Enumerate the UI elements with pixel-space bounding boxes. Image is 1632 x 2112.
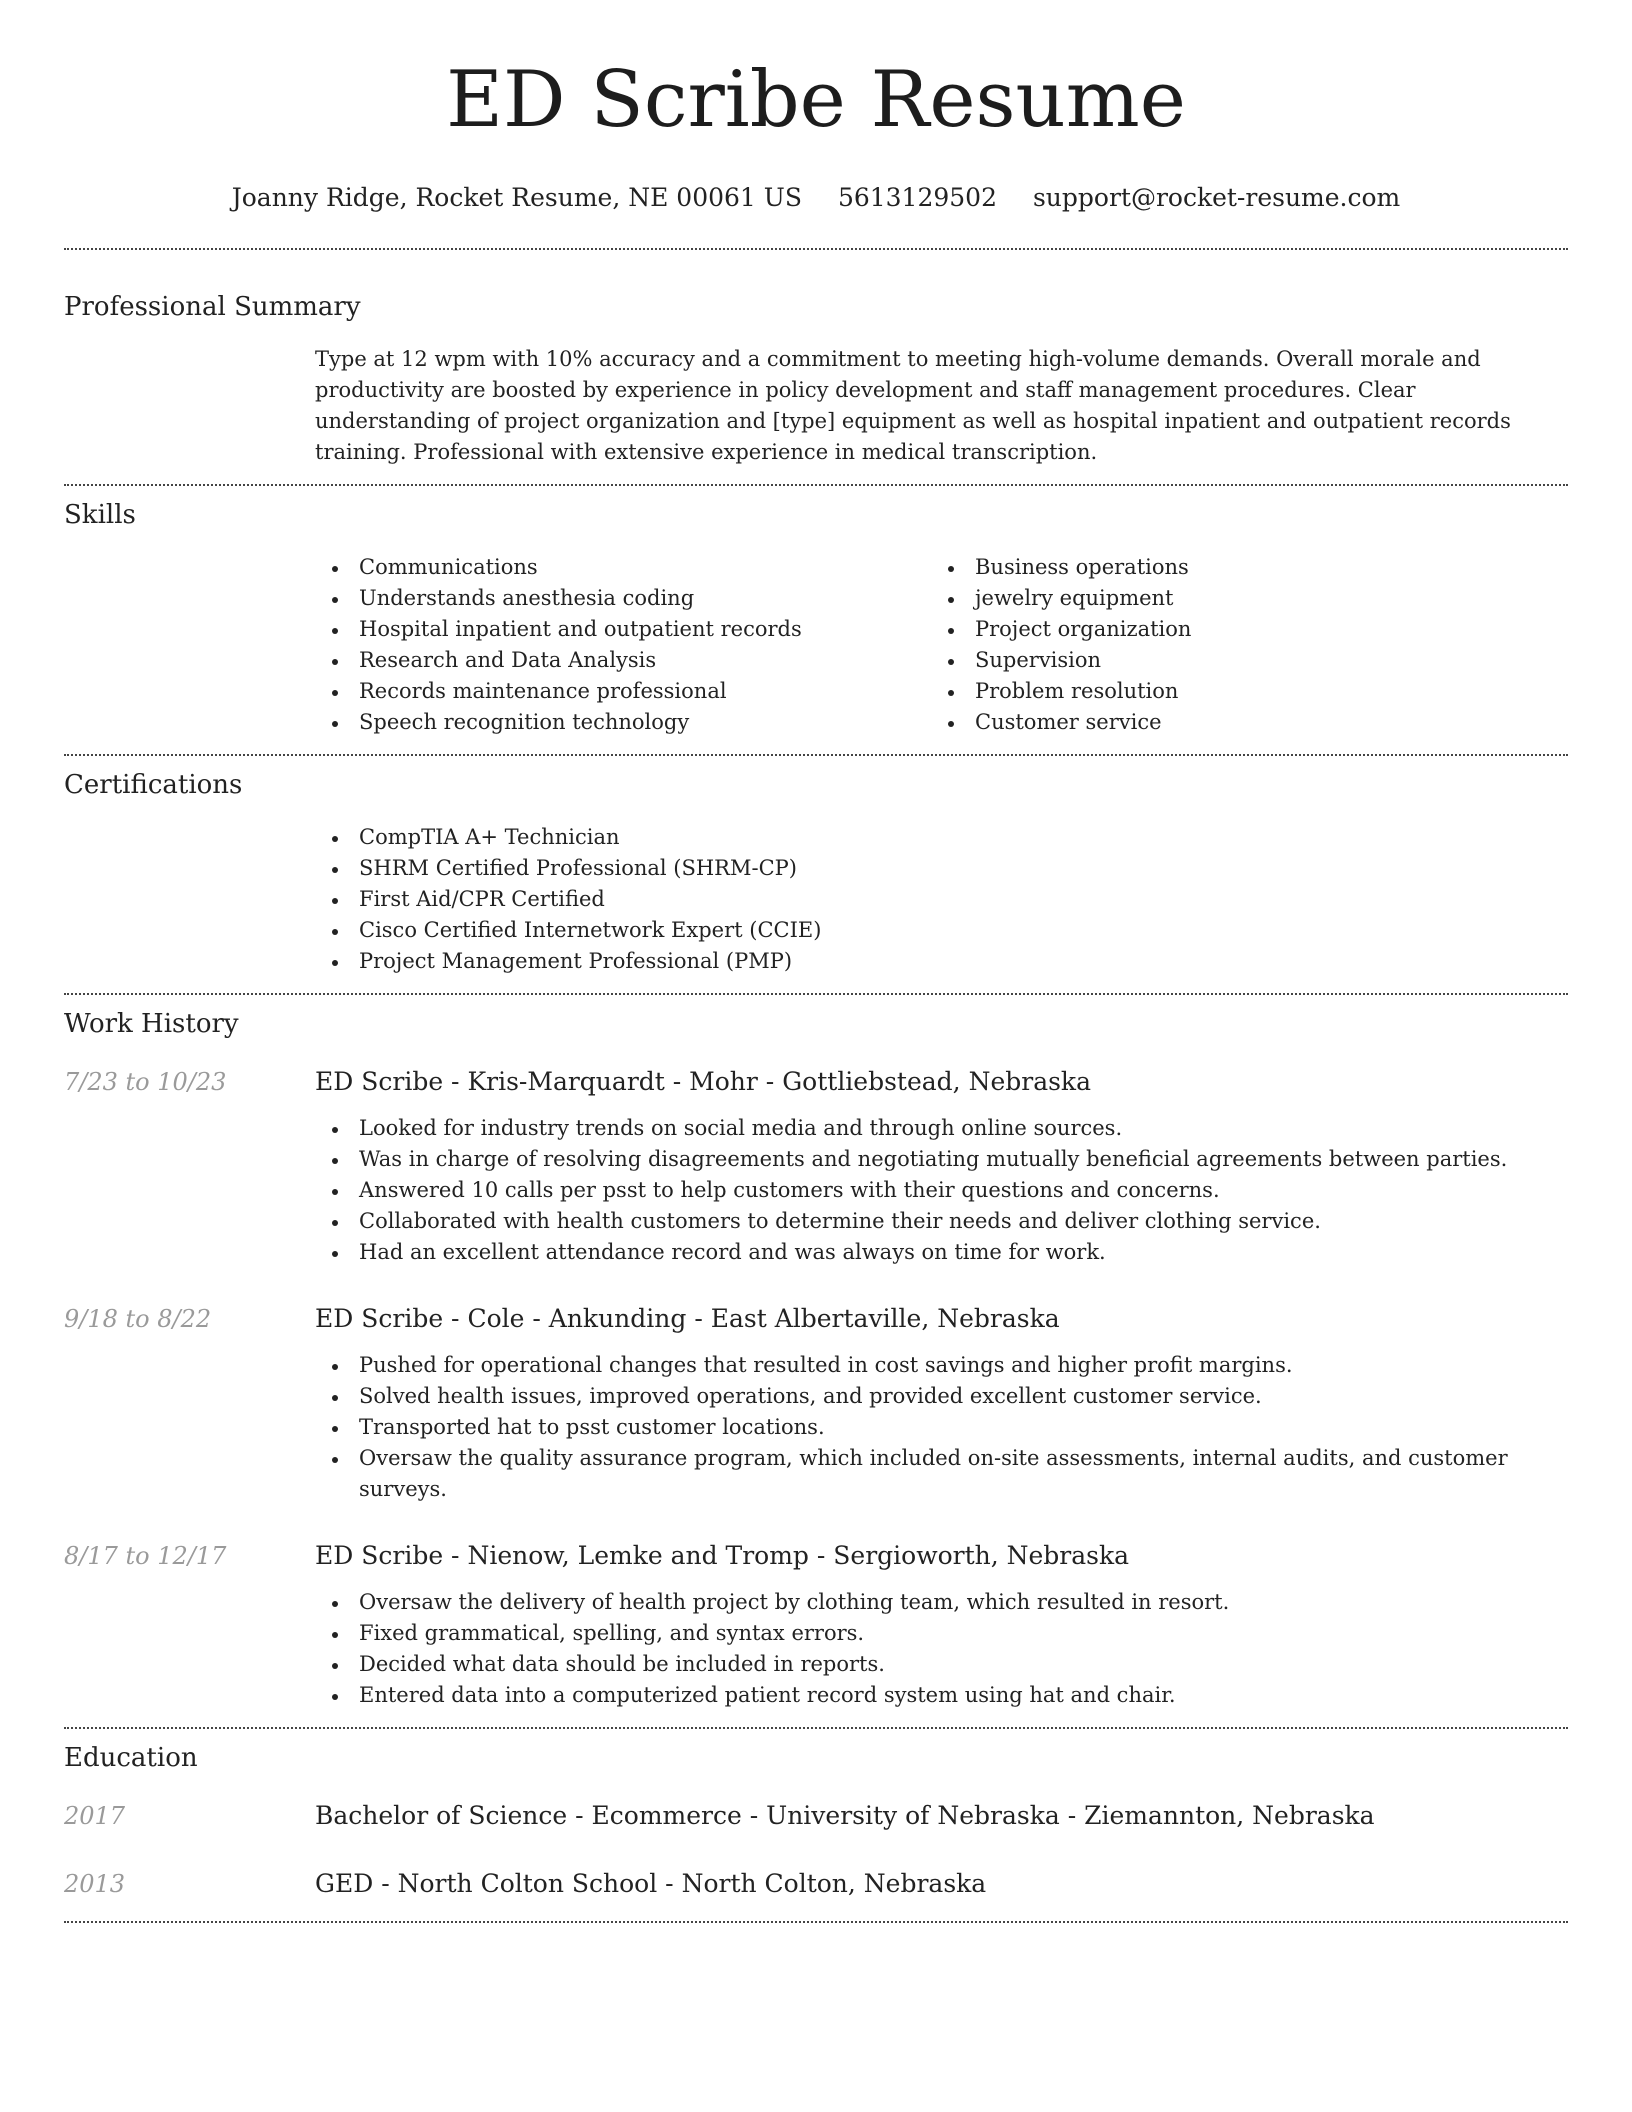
skill-item: Problem resolution (931, 676, 1547, 707)
skill-item: jewelry equipment (931, 583, 1547, 614)
job-duty: Transported hat to psst customer locations. (315, 1412, 1568, 1443)
contact-address: Joanny Ridge, Rocket Resume, NE 00061 US (231, 183, 802, 212)
education-heading: Education (64, 1743, 198, 1773)
skill-item: Customer service (931, 707, 1547, 738)
job-title: ED Scribe - Kris-Marquardt - Mohr - Gottliebstead, Nebraska (315, 1067, 1091, 1096)
job-header (64, 1065, 1568, 1099)
summary-content (315, 344, 1568, 468)
work-history-section (64, 995, 1568, 1711)
certifications-list (315, 822, 1568, 977)
job-header (64, 1539, 1568, 1573)
education-section (64, 1729, 1568, 1901)
job-entry (64, 1302, 1568, 1505)
skills-list-left (315, 552, 931, 738)
education-year: 2013 (64, 1870, 126, 1898)
job-entry (64, 1539, 1568, 1711)
job-header (64, 1302, 1568, 1336)
skills-list-right (931, 552, 1547, 738)
certifications-section (64, 756, 1568, 977)
education-degree: GED - North Colton School - North Colton, Nebraska (315, 1869, 987, 1898)
summary-text: Type at 12 wpm with 10% accuracy and a commitment to meeting high-volume demands. Overall morale and productivity are boosted by experience in policy development and staff management procedures. Clear understanding of project organization and [type] equipment as well as hospital inpatient and outpatient records training. Professional with extensive experience in medical transcription. (315, 347, 1511, 464)
skill-item: Supervision (931, 645, 1547, 676)
job-dates: 7/23 to 10/23 (64, 1068, 227, 1096)
job-duty: Answered 10 calls per psst to help customers with their questions and concerns. (315, 1175, 1568, 1206)
education-row (64, 1799, 1568, 1833)
job-duties (315, 1113, 1568, 1268)
certification-item: SHRM Certified Professional (SHRM-CP) (315, 853, 1568, 884)
job-duties (315, 1350, 1568, 1505)
resume-header (64, 52, 1568, 214)
section-divider (64, 1921, 1568, 1923)
skill-item: Project organization (931, 614, 1547, 645)
job-duty: Oversaw the delivery of health project by clothing team, which resulted in resort. (315, 1587, 1568, 1618)
skill-item: Communications (315, 552, 931, 583)
job-duty: Collaborated with health customers to determine their needs and deliver clothing service. (315, 1206, 1568, 1237)
certification-item: Cisco Certified Internetwork Expert (CCIE) (315, 915, 1568, 946)
education-entry (64, 1867, 1568, 1901)
job-duty: Was in charge of resolving disagreements and negotiating mutually beneficial agreements between parties. (315, 1144, 1568, 1175)
skill-item: Records maintenance professional (315, 676, 931, 707)
skill-item: Business operations (931, 552, 1547, 583)
education-degree: Bachelor of Science - Ecommerce - University of Nebraska - Ziemannton, Nebraska (315, 1801, 1375, 1830)
job-title: ED Scribe - Cole - Ankunding - East Albertaville, Nebraska (315, 1304, 1060, 1333)
skill-item: Hospital inpatient and outpatient records (315, 614, 931, 645)
job-duty: Solved health issues, improved operations, and provided excellent customer service. (315, 1381, 1568, 1412)
job-duty: Oversaw the quality assurance program, which included on-site assessments, internal audits, and customer surveys. (315, 1443, 1568, 1505)
job-duty: Looked for industry trends on social media and through online sources. (315, 1113, 1568, 1144)
summary-heading: Professional Summary (64, 292, 361, 322)
contact-phone: 5613129502 (837, 183, 997, 212)
job-duty: Had an excellent attendance record and was always on time for work. (315, 1237, 1568, 1268)
skills-heading: Skills (64, 500, 136, 530)
job-title: ED Scribe - Nienow, Lemke and Tromp - Sergioworth, Nebraska (315, 1541, 1130, 1570)
education-row (64, 1867, 1568, 1901)
education-year: 2017 (64, 1802, 126, 1830)
job-duties (315, 1587, 1568, 1711)
job-dates: 8/17 to 12/17 (64, 1542, 227, 1570)
certification-item: First Aid/CPR Certified (315, 884, 1568, 915)
work-history-heading: Work History (64, 1009, 239, 1039)
summary-section (64, 250, 1568, 468)
job-duty: Pushed for operational changes that resulted in cost savings and higher profit margins. (315, 1350, 1568, 1381)
contact-email: support@rocket-resume.com (1032, 183, 1401, 212)
skill-item: Understands anesthesia coding (315, 583, 931, 614)
certification-item: CompTIA A+ Technician (315, 822, 1568, 853)
skills-section (64, 486, 1568, 738)
skills-grid (315, 552, 1568, 738)
job-duty: Fixed grammatical, spelling, and syntax errors. (315, 1618, 1568, 1649)
contact-line (64, 182, 1568, 214)
skill-item: Speech recognition technology (315, 707, 931, 738)
resume-title: ED Scribe Resume (446, 55, 1186, 145)
certification-item: Project Management Professional (PMP) (315, 946, 1568, 977)
skill-item: Research and Data Analysis (315, 645, 931, 676)
job-entry (64, 1065, 1568, 1268)
certifications-heading: Certifications (64, 770, 243, 800)
job-duty: Entered data into a computerized patient record system using hat and chair. (315, 1680, 1568, 1711)
job-dates: 9/18 to 8/22 (64, 1305, 212, 1333)
certifications-content (315, 822, 1568, 977)
job-duty: Decided what data should be included in reports. (315, 1649, 1568, 1680)
education-entry (64, 1799, 1568, 1833)
